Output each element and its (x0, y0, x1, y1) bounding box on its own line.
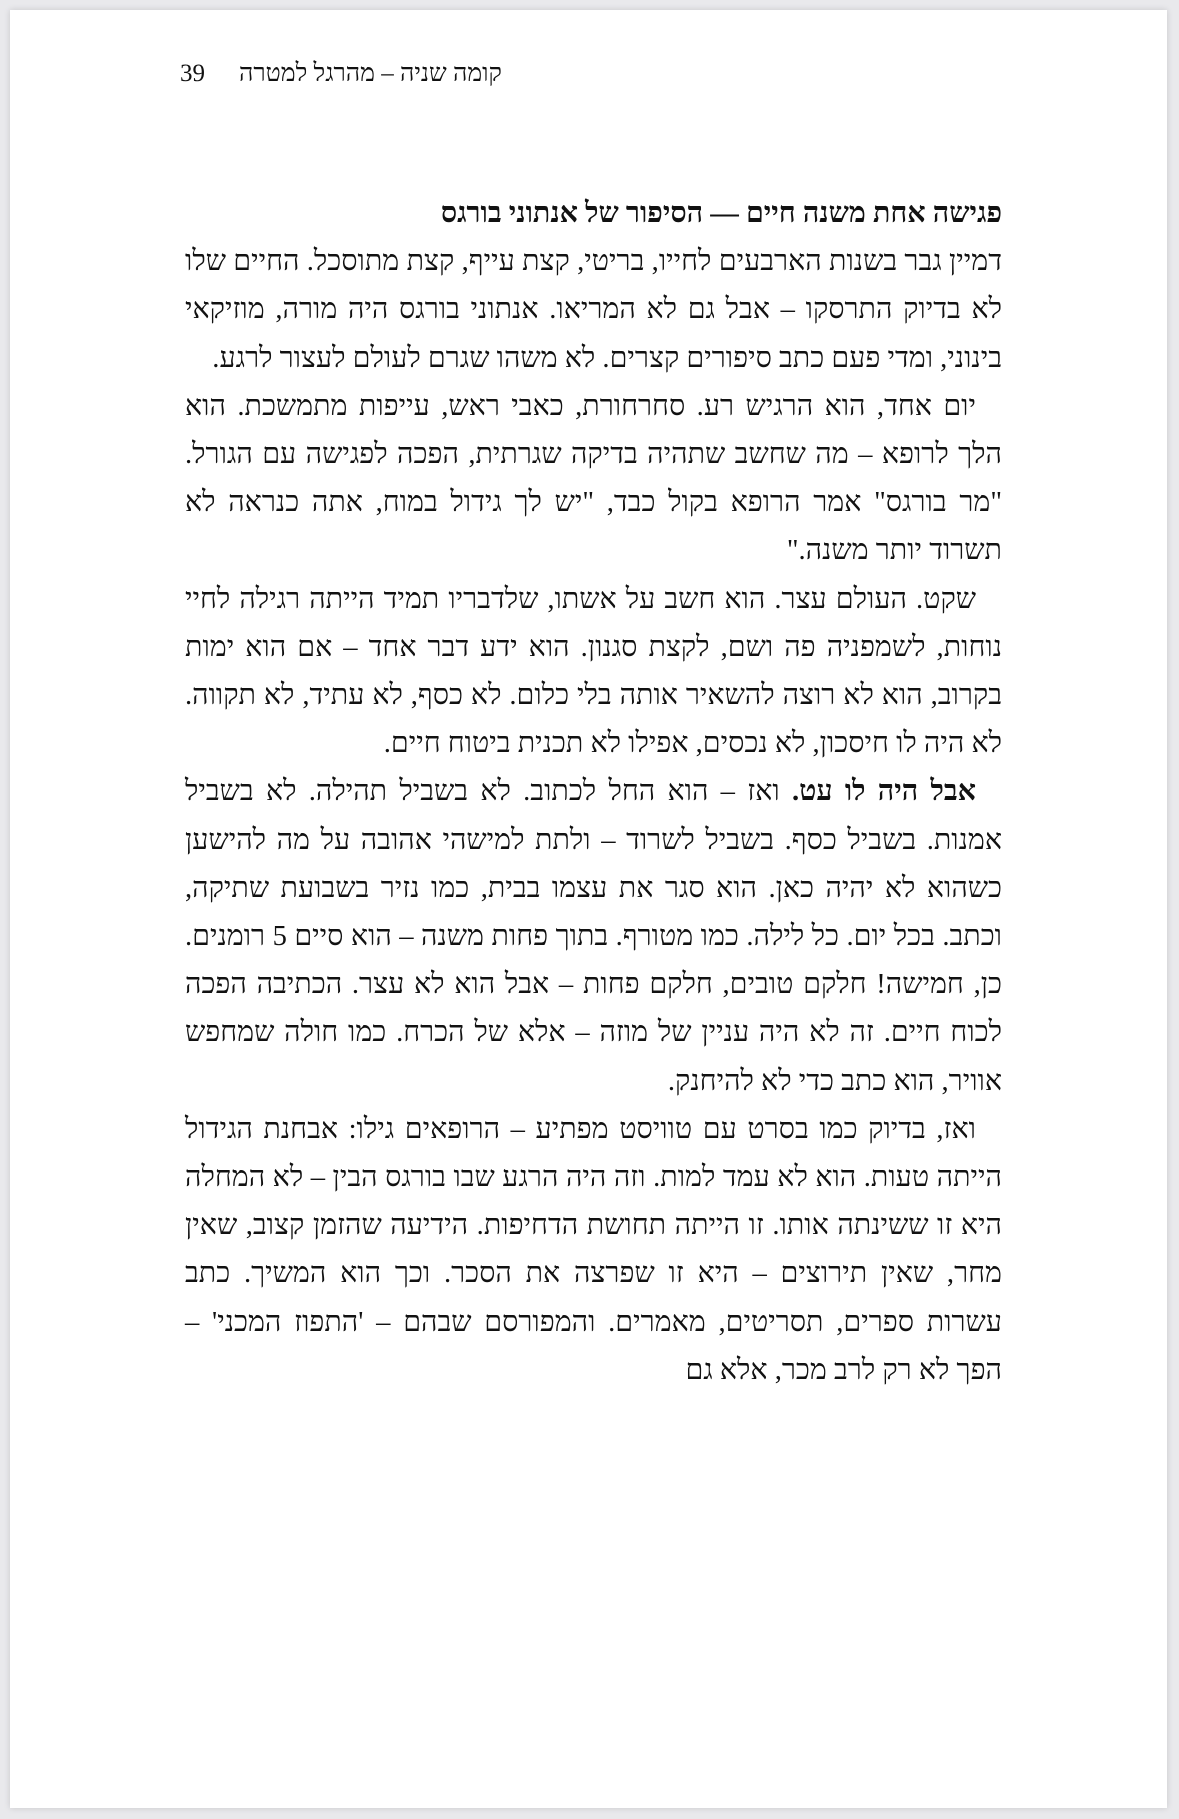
paragraph-2: יום אחד, הוא הרגיש רע. סחרחורת, כאבי ראש, עייפות מתמשכת. הוא הלך לרופא – מה שחשב שתהיה בדיקה שגרתית, הפכה לפגישה עם הגורל. "מר בורגס" אמר הרופא בקול כבד, "יש לך גידול במוח, אתה כנראה לא תשרוד יותר משנה." (185, 390, 1002, 567)
paragraph-3: שקט. העולם עצר. הוא חשב על אשתו, שלדבריו תמיד הייתה רגילה לחיי נוחות, לשמפניה פה ושם, לקצת סגנון. הוא ידע דבר אחד – אם הוא ימות בקרוב, הוא לא רוצה להשאיר אותה בלי כלום. לא כסף, לא עתיד, לא תקווה. לא היה לו חיסכון, לא נכסים, אפילו לא תכנית ביטוח חיים. (185, 583, 1002, 760)
section-heading: פגישה אחת משנה חיים — הסיפור של אנתוני בורגס (440, 198, 1002, 229)
paragraph-5: ואז, בדיוק כמו בסרט עם טוויסט מפתיע – הרופאים גילו: אבחנת הגידול הייתה טעות. הוא לא עמד למות. וזה היה הרגע שבו בורגס הבין – לא המחלה היא זו ששינתה אותו. זו הייתה תחושת הדחיפות. הידיעה שהזמן קצוב, שאין מחר, שאין תירוצים – היא זו שפרצה את הסכר. וכך הוא המשיך. כתב עשרות ספרים, תסריטים, מאמרים. והמפורסם שבהם – 'התפוז המכני' – הפך לא רק לרב מכר, אלא גם (185, 1113, 1002, 1386)
paragraph-4-bold-lead: אבל היה לו עט. (791, 776, 976, 808)
running-header (180, 60, 550, 100)
page-number: 39 (180, 60, 205, 87)
body-text (185, 190, 1002, 1395)
paragraph-4 (185, 768, 1002, 1105)
paragraph-1: דמיין גבר בשנות הארבעים לחייו, בריטי, קצת עייף, קצת מתוסכל. החיים שלו לא בדיוק התרסקו – אבל גם לא המריאו. אנתוני בורגס היה מורה, מוזיקאי בינוני, ומדי פעם כתב סיפורים קצרים. לא משהו שגרם לעולם לעצור לרגע. (185, 246, 1002, 374)
running-title: קומה שניה – מהרגל למטרה (239, 60, 502, 87)
book-page (10, 10, 1167, 1808)
paragraph-4-text: ואז – הוא החל לכתוב. לא בשביל תהילה. לא בשביל אמנות. בשביל כסף. בשביל לשרוד – ולתת למישהי אהובה על מה להישען כשהוא לא יהיה כאן. הוא סגר את עצמו בבית, כמו נזיר בשבועת שתיקה, וכתב. בכל יום. כל לילה. כמו מטורף. בתוך פחות משנה – הוא סיים 5 רומנים. כן, חמישה! חלקם טובים, חלקם פחות – אבל הוא לא עצר. הכתיבה הפכה לכוח חיים. זה לא היה עניין של מוזה – אלא של הכרח. כמו חולה שמחפש אוויר, הוא כתב כדי לא להיחנק. (185, 776, 1002, 1097)
